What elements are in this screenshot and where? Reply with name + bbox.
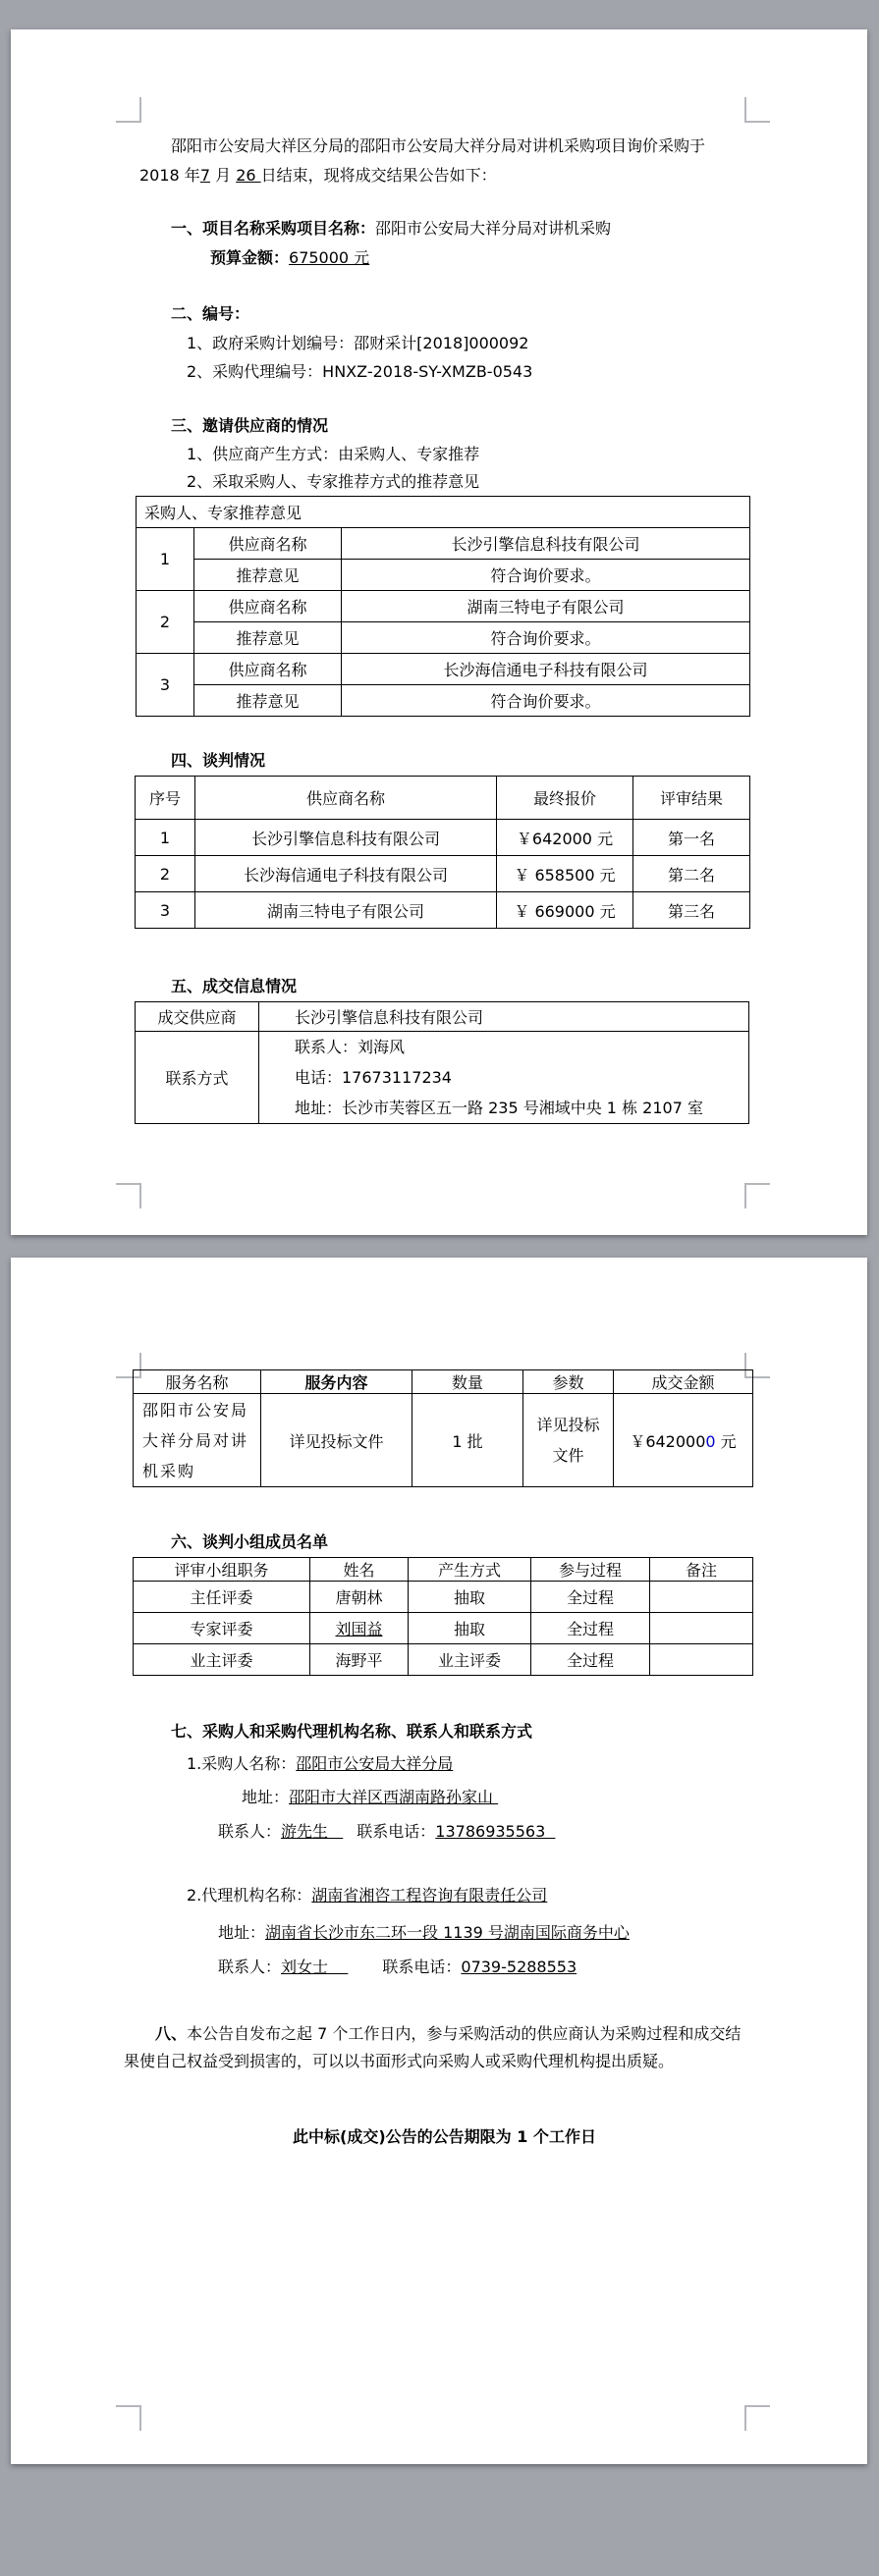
cell-role: 专家评委	[134, 1613, 310, 1644]
cell-final-price: ￥642000 元	[497, 820, 633, 856]
document-page-2	[11, 1258, 867, 2464]
cell-member-name: 海野平	[310, 1644, 409, 1676]
table-row	[134, 1644, 753, 1676]
cell-member-name: 唐朝林	[310, 1582, 409, 1613]
cell-method: 抽取	[409, 1613, 531, 1644]
member-name-underlined: 刘国益	[335, 1620, 383, 1638]
phone-label: 联系电话：	[382, 1958, 462, 1976]
section-8-paragraph	[124, 2020, 749, 2075]
agency-name-line	[139, 1881, 749, 1910]
cell-service-content: 详见投标文件	[261, 1394, 412, 1487]
col-header-supplier: 供应商名称	[195, 777, 497, 820]
table-row	[136, 820, 750, 856]
cell-note	[650, 1613, 753, 1644]
intro-paragraph	[139, 29, 749, 190]
col-header-name: 姓名	[310, 1558, 409, 1582]
cell-opinion-label: 推荐意见	[194, 560, 342, 591]
cell-group-no: 3	[137, 654, 194, 717]
col-header-quantity: 数量	[412, 1370, 523, 1394]
cell-quantity: 1 批	[412, 1394, 523, 1487]
table-row	[137, 560, 750, 591]
col-header-service-content: 服务内容	[261, 1370, 412, 1394]
agency-contact-line	[139, 1953, 749, 1982]
section-2-item-2: 2、采购代理编号：HNXZ-2018-SY-XMZB-0543	[187, 362, 533, 381]
table-row	[137, 654, 750, 685]
cell-note	[650, 1644, 753, 1676]
intro-text: 月	[210, 166, 237, 185]
cell-group-no: 1	[137, 528, 194, 591]
table-row	[137, 685, 750, 717]
agency-phone-value: 0739-5288553	[461, 1958, 577, 1976]
section-6-heading: 六、谈判小组成员名单	[171, 1532, 329, 1551]
table-row	[137, 497, 750, 528]
contact-person-line: 联系人：刘海风	[295, 1038, 406, 1056]
col-header-amount: 成交金额	[614, 1370, 753, 1394]
contact-label: 联系人：	[218, 1958, 282, 1976]
buyer-phone-value: 13786935563	[435, 1822, 556, 1841]
cell-supplier-name: 长沙海信通电子科技有限公司	[195, 856, 497, 892]
negotiation-table	[135, 776, 750, 929]
cell-process: 全过程	[531, 1582, 650, 1613]
cell-process: 全过程	[531, 1613, 650, 1644]
table-row	[136, 1002, 749, 1032]
buyer-contact-value: 游先生	[281, 1822, 344, 1841]
section-1-heading	[139, 214, 749, 243]
cell-role: 主任评委	[134, 1582, 310, 1613]
cell-method: 业主评委	[409, 1644, 531, 1676]
cell-params: 详见投标文件	[523, 1394, 614, 1487]
col-header-result: 评审结果	[633, 777, 750, 820]
table-row	[134, 1582, 753, 1613]
section-5-heading: 五、成交信息情况	[171, 977, 298, 995]
cell-process: 全过程	[531, 1644, 650, 1676]
cell-no: 3	[136, 892, 195, 929]
table-row	[134, 1613, 753, 1644]
cell-service-name: 邵阳市公安局大祥分局对讲机采购	[134, 1394, 261, 1487]
award-info-table	[135, 1001, 749, 1124]
close-day-month-underlined: 7	[199, 166, 210, 185]
cell-opinion-label: 推荐意见	[194, 622, 342, 654]
cell-member-name	[310, 1613, 409, 1644]
table-row	[137, 528, 750, 560]
cell-supplier-name: 长沙引擎信息科技有限公司	[195, 820, 497, 856]
cell-contact-label: 联系方式	[136, 1032, 259, 1124]
col-header-service-name: 服务名称	[134, 1370, 261, 1394]
cell-supplier-name: 湖南三特电子有限公司	[195, 892, 497, 929]
contact-phone-line: 电话：17673117234	[295, 1068, 452, 1087]
recommendation-table-title: 采购人、专家推荐意见	[137, 497, 750, 528]
col-header-no: 序号	[136, 777, 195, 820]
section-2-heading: 二、编号：	[171, 304, 250, 323]
section-8-text: 本公告自发布之起 7 个工作日内，参与采购活动的供应商认为采购过程和成交结果使自己权益受到损害的，可以以书面形式向采购人或采购代理机构提出质疑。	[124, 2024, 742, 2070]
cell-opinion-value: 符合询价要求。	[342, 685, 750, 717]
intro-text: 日结束，现将成交结果公告如下：	[260, 166, 497, 185]
col-header-role: 评审小组职务	[134, 1558, 310, 1582]
cell-award-supplier-value: 长沙引擎信息科技有限公司	[259, 1002, 749, 1032]
col-header-price: 最终报价	[497, 777, 633, 820]
agency-label: 2.代理机构名称：	[187, 1886, 312, 1905]
recommendation-table	[136, 496, 750, 717]
cell-method: 抽取	[409, 1582, 531, 1613]
service-detail-table	[133, 1369, 753, 1487]
col-header-process: 参与过程	[531, 1558, 650, 1582]
agency-contact-value: 刘女士	[281, 1958, 349, 1976]
buyer-label: 1.采购人名称：	[187, 1754, 297, 1773]
cell-role: 业主评委	[134, 1644, 310, 1676]
cell-review-result: 第一名	[633, 820, 750, 856]
table-header-row	[136, 777, 750, 820]
cell-supplier-name: 长沙海信通电子科技有限公司	[342, 654, 750, 685]
col-header-params: 参数	[523, 1370, 614, 1394]
cell-final-price: ￥ 669000 元	[497, 892, 633, 929]
section-1-label: 一、项目名称采购项目名称：	[171, 219, 376, 238]
table-row	[137, 622, 750, 654]
project-name-value: 邵阳市公安局大祥分局对讲机采购	[375, 219, 612, 238]
document-page-1	[11, 29, 867, 1235]
close-day-underlined: 26	[236, 166, 261, 185]
amount-text: ￥642000	[630, 1431, 706, 1451]
section-7-heading: 七、采购人和采购代理机构名称、联系人和联系方式	[171, 1722, 533, 1741]
cell-opinion-value: 符合询价要求。	[342, 622, 750, 654]
address-label: 地址：	[218, 1923, 266, 1942]
buyer-address-line	[139, 1783, 749, 1812]
cell-supplier-name: 长沙引擎信息科技有限公司	[342, 528, 750, 560]
cell-award-amount	[614, 1394, 753, 1487]
committee-member-table	[133, 1557, 753, 1676]
agency-address-value: 湖南省长沙市东二环一段 1139 号湖南国际商务中心	[265, 1923, 630, 1942]
section-8-lead: 八、	[155, 2024, 188, 2043]
budget-value: 675000 元	[289, 248, 370, 267]
section-2-item-1: 1、政府采购计划编号：邵财采计[2018]000092	[187, 334, 529, 352]
address-label: 地址：	[242, 1788, 290, 1806]
announcement-period-notice: 此中标(成交)公告的公告期限为 1 个工作日	[293, 2127, 596, 2146]
amount-blue-digit: 0	[705, 1431, 716, 1451]
table-header-row	[134, 1558, 753, 1582]
phone-label: 联系电话：	[357, 1822, 436, 1841]
buyer-contact-line	[139, 1817, 749, 1847]
table-row	[136, 856, 750, 892]
cell-opinion-label: 推荐意见	[194, 685, 342, 717]
buyer-address-value: 邵阳市大祥区西湖南路孙家山	[289, 1788, 499, 1806]
cell-award-supplier-label: 成交供应商	[136, 1002, 259, 1032]
cell-supplier-label: 供应商名称	[194, 654, 342, 685]
section-3-item-2: 2、采取采购人、专家推荐方式的推荐意见	[187, 472, 480, 491]
cell-supplier-name: 湖南三特电子有限公司	[342, 591, 750, 622]
table-row	[136, 892, 750, 929]
section-4-heading: 四、谈判情况	[171, 751, 266, 770]
cell-note	[650, 1582, 753, 1613]
agency-name-value: 湖南省湘咨工程咨询有限责任公司	[311, 1886, 548, 1905]
section-3-heading: 三、邀请供应商的情况	[171, 416, 329, 435]
buyer-name-line	[139, 1749, 749, 1779]
table-row	[134, 1394, 753, 1487]
cell-contact-details	[259, 1032, 749, 1124]
budget-label: 预算金额：	[210, 248, 290, 267]
col-header-note: 备注	[650, 1558, 753, 1582]
table-header-row	[134, 1370, 753, 1394]
col-header-method: 产生方式	[409, 1558, 531, 1582]
section-3-item-1: 1、供应商产生方式：由采购人、专家推荐	[187, 445, 480, 463]
cell-group-no: 2	[137, 591, 194, 654]
agency-address-line	[139, 1918, 749, 1948]
contact-label: 联系人：	[218, 1822, 282, 1841]
page-1-content	[11, 29, 867, 1235]
cell-review-result: 第三名	[633, 892, 750, 929]
contact-address-line: 地址：长沙市芙蓉区五一路 235 号湘域中央 1 栋 2107 室	[295, 1099, 703, 1117]
table-row	[137, 591, 750, 622]
cell-supplier-label: 供应商名称	[194, 591, 342, 622]
cell-no: 2	[136, 856, 195, 892]
cell-final-price: ￥ 658500 元	[497, 856, 633, 892]
budget-line	[139, 243, 749, 273]
cell-opinion-value: 符合询价要求。	[342, 560, 750, 591]
table-row	[136, 1032, 749, 1124]
cell-supplier-label: 供应商名称	[194, 528, 342, 560]
page-2-content	[11, 1369, 867, 2576]
cell-no: 1	[136, 820, 195, 856]
amount-unit: 元	[715, 1431, 737, 1451]
cell-review-result: 第二名	[633, 856, 750, 892]
intro-text: 邵阳市公安局大祥区分局的邵阳市公安局大祥分局对讲机采购项目询价采购于 2018 年	[139, 136, 706, 185]
buyer-name-value: 邵阳市公安局大祥分局	[296, 1754, 454, 1773]
